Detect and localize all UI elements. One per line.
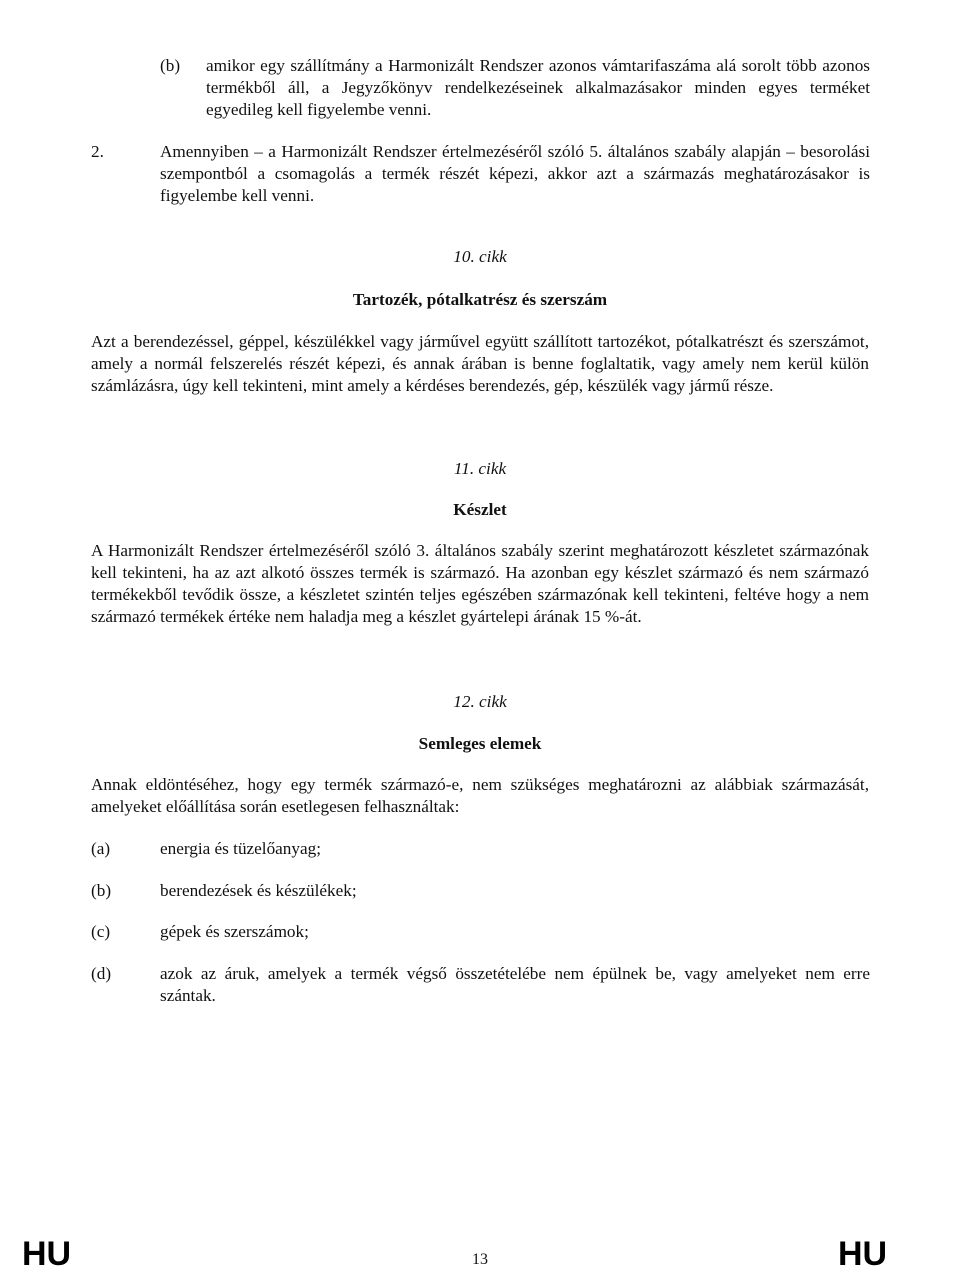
point-label: 2. [91, 142, 104, 161]
article-12-title: Semleges elemek [418, 734, 542, 753]
list-item-text: azok az áruk, amelyek a termék végső összetételébe nem épülnek be, vagy amelyeket nem erre szántak. [160, 964, 870, 1005]
article-10-title: Tartozék, pótalkatrész és szerszám [352, 290, 608, 309]
list-label: (c) [91, 922, 111, 941]
article-10-number: 10. cikk [453, 247, 507, 266]
footer-language-right: HU [838, 1235, 888, 1273]
article-11-number: 11. cikk [453, 459, 507, 478]
list-label: (b) [91, 881, 112, 900]
list-label: (a) [91, 839, 111, 858]
footer-language-left: HU [22, 1235, 72, 1273]
point-text: Amennyiben – a Harmonizált Rendszer értelmezéséről szóló 5. általános szabály alapján – besorolási szempontból a csomagolás a termék részét képezi, akkor azt a származás meghatározásakor is figyelembe kell venni. [160, 142, 870, 205]
article-12-body: Annak eldöntéséhez, hogy egy termék származó-e, nem szükséges meghatározni az alábbiak származását, amelyeket előállítása során esetlegesen felhasználtak: [91, 775, 869, 816]
list-item-text: amikor egy szállítmány a Harmonizált Rendszer azonos vámtarifaszáma alá sorolt több azonos termékből áll, a Jegyzőkönyv rendelkezéseinek alkalmazásakor minden egyes terméket egyedileg kell figyelembe venni. [206, 56, 870, 119]
footer-page-number: 13 [472, 1251, 488, 1268]
article-11-title: Készlet [453, 500, 507, 519]
article-12-number: 12. cikk [453, 692, 507, 711]
list-item-text: berendezések és készülékek; [160, 881, 357, 900]
list-label: (d) [91, 964, 112, 983]
list-label: (b) [160, 56, 181, 75]
list-item-text: energia és tüzelőanyag; [160, 839, 321, 858]
article-10-body: Azt a berendezéssel, géppel, készülékkel vagy járművel együtt szállított tartozékot, pótalkatrészt és szerszámot, amely a normál felszerelés részét képezi, és annak árában is benne foglaltatik, vagy amely nem kerül külön számlázásra, úgy kell tekinteni, mint amely a kérdéses berendezés, gép, készülék vagy jármű része. [91, 332, 869, 395]
list-item-text: gépek és szerszámok; [160, 922, 309, 941]
article-11-body: A Harmonizált Rendszer értelmezéséről szóló 3. általános szabály szerint meghatározott készletet származónak kell tekinteni, ha az azt alkotó összes termék is származó. Ha azonban egy készlet származó és nem származó termékekből tevődik össze, a készletet szintén teljes egészében származónak kell tekinteni, feltéve hogy a nem származó termékek értéke nem haladja meg a készlet gyártelepi árának 15 %-át. [91, 541, 869, 626]
